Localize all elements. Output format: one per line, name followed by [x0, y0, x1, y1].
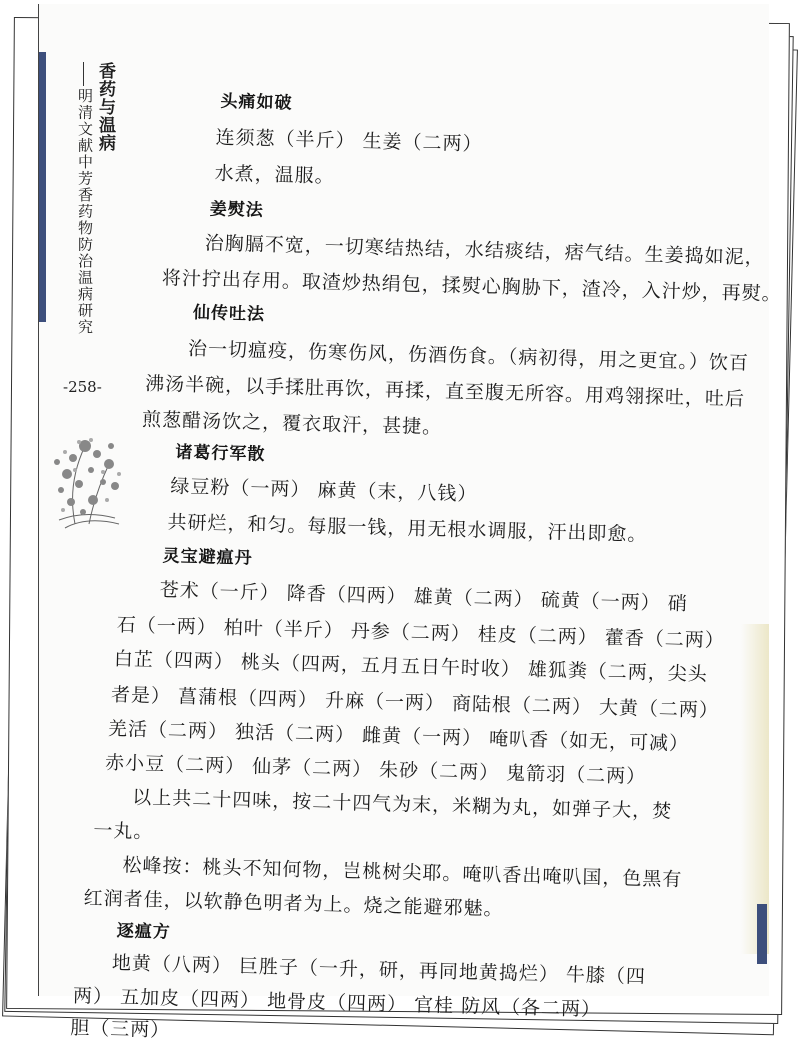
section-heading: 姜熨法 — [209, 199, 264, 221]
text-line: 松峰按：桃头不知何物，岂桃树尖耶。唵叭香出唵叭国，色黑有 — [122, 854, 683, 891]
text-line: 治一切瘟疫，伤寒伤风，伤酒伤食。（病初得，用之更宜。）饮百 — [187, 337, 750, 375]
text-line: 地黄（八两） 巨胜子（一升，研，再同地黄捣烂） 牛膝（四 — [111, 952, 647, 988]
text-line: 红润者佳，以软静色明者为上。烧之能避邪魅。 — [83, 887, 504, 921]
page-body — [15, 0, 782, 1042]
text-line: 羌活（二两） 独活（二两） 雌黄（一两） 唵叭香（如无，可减） — [107, 717, 690, 756]
text-line: 石（一两） 柏叶（半斤） 丹参（二两） 桂皮（二两） 藿香（二两） — [116, 614, 726, 652]
text-line: 者是） 菖蒲根（四两） 升麻（一两） 商陆根（二两） 大黄（二两） — [110, 683, 720, 722]
book-title: 香药与温病 — [95, 62, 115, 152]
text-line: 沸汤半碗，以手揉肚再饮，再揉，直至腹无所容。用鸡翎探吐，吐后 — [144, 372, 746, 411]
text-line: 两） 五加皮（四两） 地骨皮（四两） 官桂 防风（各二两） — [72, 985, 602, 1021]
text-line: 煎葱醋汤饮之，覆衣取汗，甚捷。 — [141, 408, 443, 439]
text-line: 白芷（四两） 桃头（四两，五月五日午时收） 雄狐粪（二两，尖头 — [113, 647, 709, 686]
text-line: 一丸。 — [93, 819, 154, 844]
text-line: 将汁拧出存用。取渣炒热绢包，揉熨心胸胁下，渣冷，入汁炒，再熨。 — [161, 267, 782, 306]
text-line: 绿豆粉（一两） 麻黄（末，八钱） — [170, 475, 478, 506]
text-line: 治胸膈不宽，一切寒结热结，水结痰结，痞气结。生姜捣如泥， — [204, 232, 765, 269]
text-line: 苍术（一斤） 降香（四两） 雄黄（二两） 硫黄（一两） 硝 — [159, 579, 689, 615]
text-line: 赤小豆（二两） 仙茅（二两） 朱砂（二两） 鬼箭羽（二两） — [104, 751, 647, 788]
text-line: 连须葱（半斤） 生姜（二两） — [215, 126, 483, 156]
text-line: 以上共二十四味，按二十四气为末，米糊为丸，如弹子大，焚 — [132, 786, 673, 823]
section-heading: 逐瘟方 — [116, 921, 172, 943]
book-page — [38, 4, 782, 1042]
edge-blue-strip — [757, 904, 767, 964]
section-heading: 头痛如破 — [220, 91, 293, 114]
section-heading: 灵宝避瘟丹 — [162, 546, 253, 569]
text-line: 共研烂，和匀。每服一钱，用无根水调服，汗出即愈。 — [167, 511, 648, 546]
text-line: 胆（三两） — [69, 1016, 171, 1042]
page-number: -258- — [63, 378, 102, 396]
text-line: 水煮，温服。 — [214, 162, 335, 188]
section-heading: 诸葛行军散 — [175, 442, 266, 465]
book-subtitle: 明清文献中芳香药物防治温病研究 — [76, 88, 94, 336]
section-heading: 仙传吐法 — [192, 302, 266, 325]
